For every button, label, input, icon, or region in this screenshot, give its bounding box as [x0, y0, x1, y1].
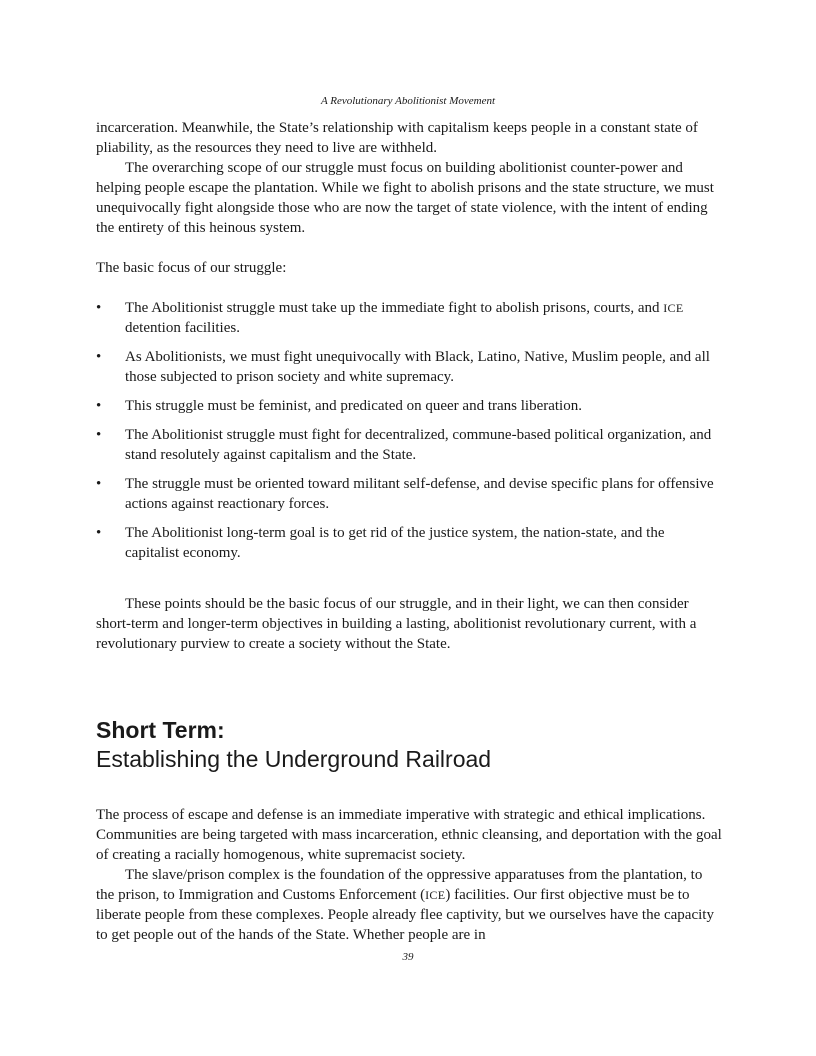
bullet-icon: •	[96, 525, 102, 541]
list-item	[96, 523, 722, 563]
running-head: A Revolutionary Abolitionist Movement	[320, 95, 496, 107]
paragraph-continued: incarceration. Meanwhile, the State’s relationship with capitalism keeps people in a constant state of pliability, as the resources they need to live are withheld.	[96, 120, 698, 156]
section-paragraph-complex: The slave/prison complex is the foundation of the oppressive apparatuses from the plantation, to the prison, to Immigration and Customs Enforcement (ICE) facilities. Our first objective must be to liberate people from these complexes. People already flee captivity, but we ourselves have the capacity to get people out of the hands of the State. Whether people are in	[96, 867, 714, 943]
section-paragraph-escape: The process of escape and defense is an immediate imperative with strategic and ethical implications. Communities are being targeted with mass incarceration, ethnic cleansing, and deportation with the goal of creating a racially homogenous, white supremacist society.	[96, 807, 722, 863]
bullet-icon: •	[96, 476, 102, 492]
paragraph-after-list: These points should be the basic focus of our struggle, and in their light, we can then consider short-term and longer-term objectives in building a lasting, abolitionist revolutionary current, with a revolutionary purview to create a society without the State.	[96, 596, 697, 652]
section-heading-subtitle: Establishing the Underground Railroad	[96, 746, 492, 772]
list-item-text: The struggle must be oriented toward militant self-defense, and devise specific plans for offensive actions against reactionary forces.	[125, 476, 714, 512]
body-text	[96, 118, 722, 945]
section-heading	[96, 716, 722, 774]
list-item-text: This struggle must be feminist, and predicated on queer and trans liberation.	[125, 398, 582, 414]
ice-abbreviation: ICE	[425, 888, 446, 902]
bullet-icon: •	[96, 398, 102, 414]
focus-list	[96, 298, 722, 563]
list-item	[96, 347, 722, 387]
list-item-text: As Abolitionists, we must fight unequivocally with Black, Latino, Native, Muslim people, and all those subjected to prison society and white supremacy.	[125, 349, 710, 385]
list-item	[96, 396, 722, 416]
list-item-text: The Abolitionist struggle must take up the immediate fight to abolish prisons, courts, and ICE detention facilities.	[125, 300, 684, 336]
list-item-text: The Abolitionist struggle must fight for decentralized, commune-based political organization, and stand resolutely against capitalism and the State.	[125, 427, 712, 463]
page-number: 39	[402, 951, 414, 963]
section-heading-bold: Short Term:	[96, 717, 225, 743]
focus-intro: The basic focus of our struggle:	[96, 260, 287, 276]
paragraph-scope: The overarching scope of our struggle must focus on building abolitionist counter-power and helping people escape the plantation. While we fight to abolish prisons and the state structure, we must unequivocally fight alongside those who are now the target of state violence, with the intent of ending the entirety of this heinous system.	[96, 160, 714, 236]
list-item	[96, 425, 722, 465]
bullet-icon: •	[96, 349, 102, 365]
bullet-icon: •	[96, 427, 102, 443]
list-item-text: The Abolitionist long-term goal is to get rid of the justice system, the nation-state, and the capitalist economy.	[125, 525, 665, 561]
list-item	[96, 298, 722, 338]
bullet-icon: •	[96, 300, 102, 316]
list-item	[96, 474, 722, 514]
ice-abbreviation: ICE	[663, 301, 684, 315]
